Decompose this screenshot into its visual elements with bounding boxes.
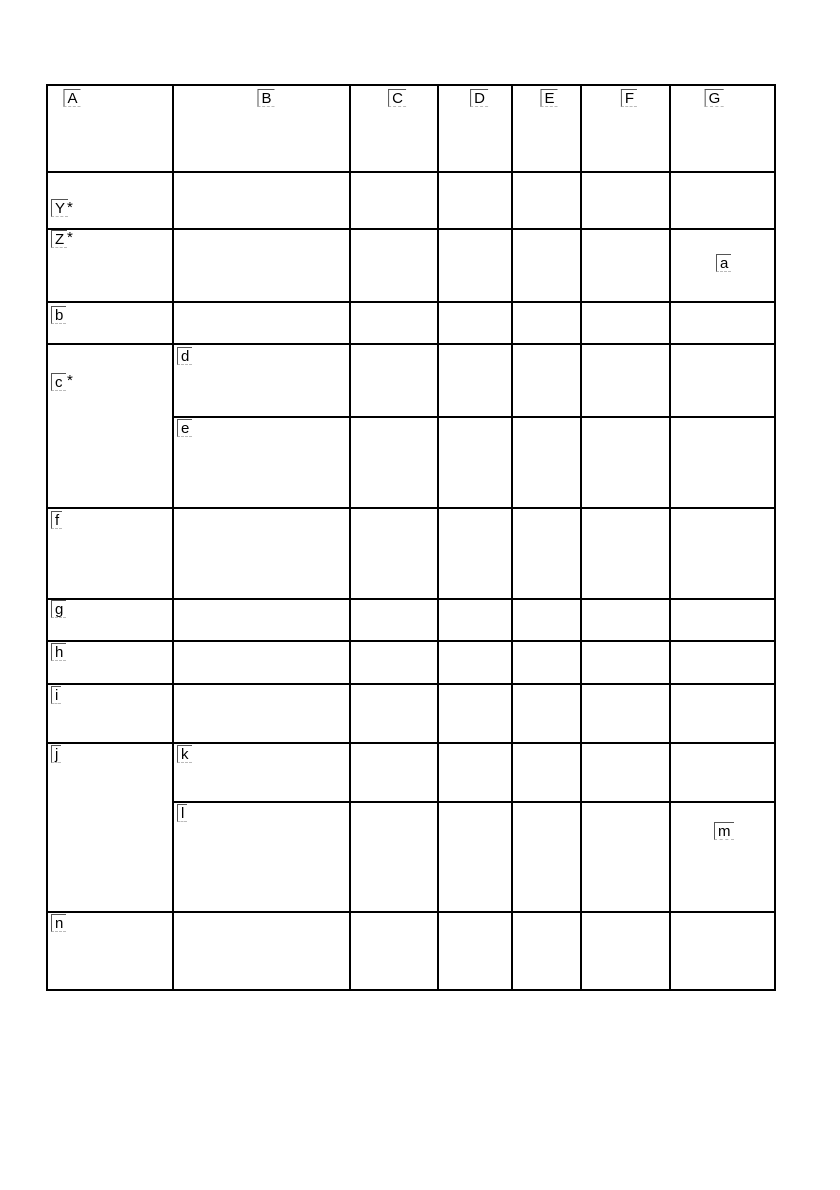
row-divider — [46, 343, 776, 345]
table-border-left — [46, 84, 48, 991]
header-d: D — [470, 89, 488, 107]
column-divider — [580, 84, 582, 991]
row-label-z: Z — [51, 230, 67, 248]
row-label-y: Y — [51, 199, 68, 217]
row-label-f: f — [51, 511, 62, 529]
table-border-top — [46, 84, 776, 86]
cell-mark-a: a — [716, 254, 731, 272]
column-divider — [172, 84, 174, 991]
row-label-j: j — [51, 745, 61, 763]
row-label-i: i — [51, 686, 61, 704]
row-label-n: n — [51, 914, 66, 932]
row-divider — [46, 683, 776, 685]
header-c: C — [388, 89, 406, 107]
header-a: A — [63, 89, 80, 107]
column-divider — [511, 84, 513, 991]
row-label-g: g — [51, 600, 66, 618]
column-divider — [437, 84, 439, 991]
row-label-c: c — [51, 373, 66, 391]
cell-mark-m: m — [714, 822, 734, 840]
row-divider — [46, 911, 776, 913]
subrow-divider — [172, 801, 776, 803]
row-divider — [46, 598, 776, 600]
row-divider — [46, 640, 776, 642]
column-divider — [669, 84, 671, 991]
table-border-right — [774, 84, 776, 991]
header-b: B — [257, 89, 274, 107]
subrow-label-d: d — [177, 347, 192, 365]
row-divider — [46, 301, 776, 303]
header-g: G — [705, 89, 724, 107]
subrow-label-k: k — [177, 745, 192, 763]
subrow-label-e: e — [177, 419, 192, 437]
row-label-b: b — [51, 306, 66, 324]
subrow-label-l: l — [177, 804, 187, 822]
row-divider — [46, 171, 776, 173]
row-divider — [46, 507, 776, 509]
row-label-h: h — [51, 643, 66, 661]
subrow-divider — [172, 416, 776, 418]
header-e: E — [540, 89, 557, 107]
asterisk: * — [67, 199, 73, 216]
asterisk: * — [67, 229, 73, 246]
row-divider — [46, 228, 776, 230]
column-divider — [349, 84, 351, 991]
header-f: F — [621, 89, 637, 107]
table-border-bottom — [46, 989, 776, 991]
row-divider — [46, 742, 776, 744]
asterisk: * — [67, 372, 73, 389]
